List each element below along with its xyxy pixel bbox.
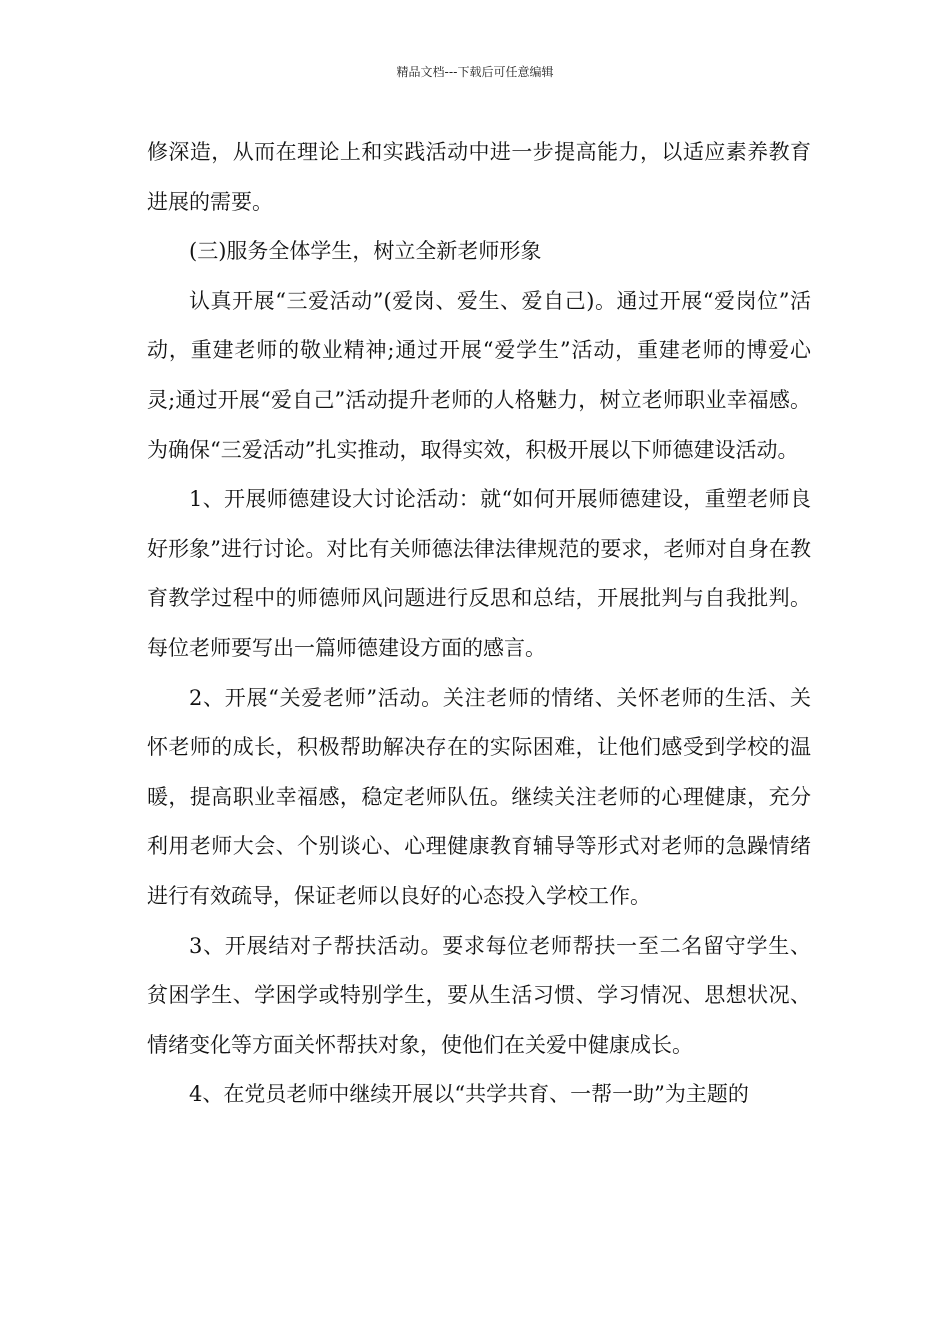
list-item: 1、开展师德建设大讨论活动：就“如何开展师德建设，重塑老师良好形象”进行讨论。对比有关师德法律法律规范的要求，老师对自身在教育教学过程中的师德师风问题进行反思和总结，开展批判与自我批判。每位老师要写出一篇师德建设方面的感言。 — [147, 487, 811, 660]
document-body — [147, 128, 811, 1120]
paragraph: 修深造，从而在理论上和实践活动中进一步提高能力，以适应素养教育进展的需要。 — [147, 140, 811, 214]
paragraph: 认真开展“三爱活动”(爱岗、爱生、爱自己)。通过开展“爱岗位”活动，重建老师的敬业精神;通过开展“爱学生”活动，重建老师的博爱心灵;通过开展“爱自己”活动提升老师的人格魅力，树立老师职业幸福感。为确保“三爱活动”扎实推动，取得实效，积极开展以下师德建设活动。 — [147, 288, 811, 462]
list-item: 4、在党员老师中继续开展以“共学共育、一帮一助”为主题的 — [189, 1082, 749, 1107]
page-header: 精品文档---下载后可任意编辑 — [396, 65, 554, 79]
list-item: 3、开展结对子帮扶活动。要求每位老师帮扶一至二名留守学生、贫困学生、学困学或特别学生，要从生活习惯、学习情况、思想状况、情绪变化等方面关怀帮扶对象，使他们在关爱中健康成长。 — [147, 933, 811, 1057]
section-heading: (三)服务全体学生，树立全新老师形象 — [189, 239, 542, 264]
list-item: 2、开展“关爱老师”活动。关注老师的情绪、关怀老师的生活、关怀老师的成长，积极帮助解决存在的实际困难，让他们感受到学校的温暖，提高职业幸福感，稳定老师队伍。继续关注老师的心理健康，充分利用老师大会、个别谈心、心理健康教育辅导等形式对老师的急躁情绪进行有效疏导，保证老师以良好的心态投入学校工作。 — [147, 685, 811, 908]
